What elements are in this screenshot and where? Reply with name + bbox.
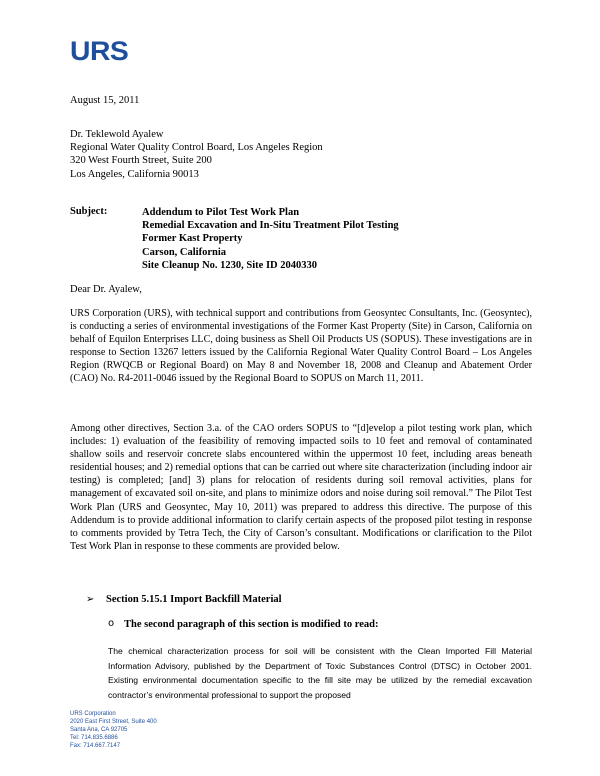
footer-fax: Fax: 714.667.7147 [70,742,121,749]
urs-logo: URS [70,36,129,66]
recipient-name: Dr. Teklewold Ayalew [70,129,164,140]
subject-line: Former Kast Property [142,233,243,245]
recipient-city: Los Angeles, California 90013 [70,168,199,180]
footer-company: URS Corporation [70,711,116,717]
subject-line: Addendum to Pilot Test Work Plan [142,207,300,218]
salutation: Dear Dr. Ayalew, [70,284,142,295]
subject-label: Subject: [70,206,108,217]
letter-date: August 15, 2011 [70,95,140,106]
recipient-street: 320 West Fourth Street, Suite 200 [70,155,212,167]
footer-street: 2020 East First Street, Suite 400 [70,718,157,725]
recipient-address [70,128,323,181]
subject-line: Remedial Excavation and In-Situ Treatment Pilot Testing [142,220,399,232]
footer-tel: Tel: 714.835.6886 [70,734,118,741]
subject-block [142,206,399,272]
subject-line: Carson, California [142,246,226,258]
section-heading: Section 5.15.1 Import Backfill Material [106,594,282,605]
sub-heading: The second paragraph of this section is modified to read: [124,619,379,630]
footer-city: Santa Ana, CA 92705 [70,726,128,733]
body-paragraph-2: Among other directives, Section 3.a. of the CAO orders SOPUS to “[d]evelop a pilot testing work plan, which includes: 1) evaluation of the feasibility of removing impacted soils to 10 feet and removal of contaminated shallow soils and reservoir concrete slabs encountered within the uppermost 10 feet, including areas beneath residential houses; and 2) remedial options that can be carried out where site characterization (including indoor air testing) is completed; [and] 3) plans for relocation of residents during soil removal activities, plans for management of excavated soil on-site, and plans to minimize odors and noise during soil removal.” The Pilot Test Work Plan (URS and Geosyntec, May 10, 2011) was prepared to address this directive. The purpose of this Addendum is to provide additional information to clarify certain aspects of the proposed pilot testing in response to comments provided by Tetra Tech, the City of Carson’s consultant. Modifications or clarification to the Pilot Test Work Plan in response to these comments are provided below. [70,423,532,552]
footer-address [70,711,157,751]
section-body-paragraph: The chemical characterization process for soil will be consistent with the Clean Imported Fill Material Information Advisory, published by the Department of Toxic Substances Control (DTSC) in October 2001. Existing environmental documentation specific to the fill site may be utilized by the remedial excavation contractor’s environmental professional to support the proposed [108,646,532,700]
body-paragraph-1: URS Corporation (URS), with technical support and contributions from Geosyntec Consultants, Inc. (Geosyntec), is conducting a series of environmental investigations of the Former Kast Property (Site) in Carson, California on behalf of Equilon Enterprises LLC, doing business as Shell Oil Products US (SOPUS). These investigations are in response to Section 13267 letters issued by the California Regional Water Quality Control Board – Los Angeles Region (RWQCB or Regional Board) on May 8 and November 18, 2008 and Cleanup and Abatement Order (CAO) No. R4-2011-0046 issued by the Regional Board to SOPUS on March 11, 2011. [70,308,532,385]
circle-bullet-icon: o [108,618,115,629]
subject-line: Site Cleanup No. 1230, Site ID 2040330 [142,259,318,271]
arrow-bullet-icon: ➢ [86,594,95,605]
recipient-org: Regional Water Quality Control Board, Los Angeles Region [70,142,323,154]
